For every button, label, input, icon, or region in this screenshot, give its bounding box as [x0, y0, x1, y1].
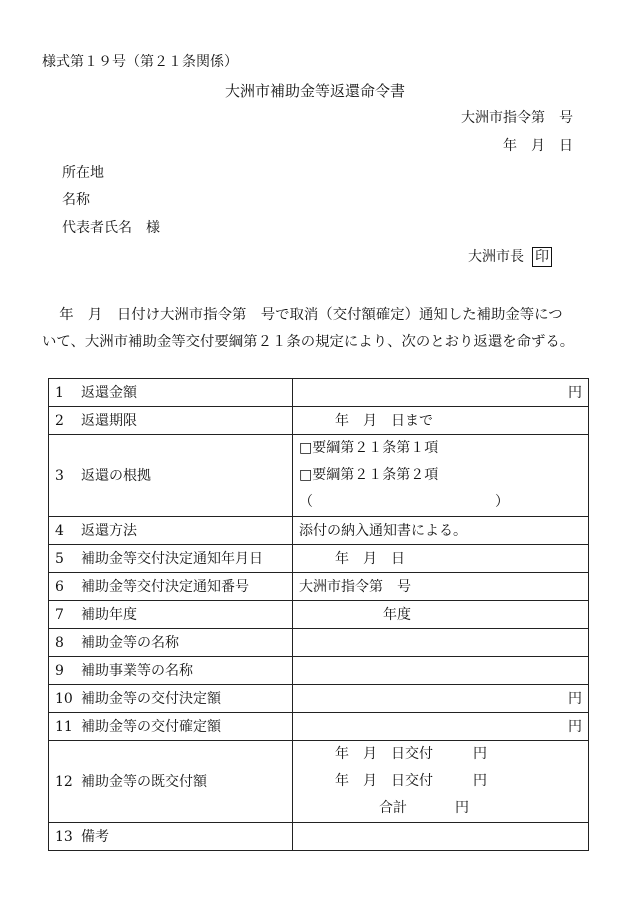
row-value: 年 月 日まで — [293, 407, 589, 435]
row-label: 3 返還の根拠 — [49, 435, 293, 517]
row-label: 12 補助金等の既交付額 — [49, 741, 293, 823]
row-value: 年 月 日 — [293, 545, 589, 573]
row-label: 7 補助年度 — [49, 601, 293, 629]
row-label: 2 返還期限 — [49, 407, 293, 435]
row-label: 5 補助金等交付決定通知年月日 — [49, 545, 293, 573]
row-value: 円 — [293, 379, 589, 407]
prior-payment-total: 合計 円 — [379, 800, 469, 816]
table-row — [49, 407, 589, 435]
row-label: 11 補助金等の交付確定額 — [49, 713, 293, 741]
table-row — [49, 741, 589, 823]
representative-label: 代表者氏名 様 — [62, 220, 160, 236]
table-row — [49, 435, 589, 517]
basis-other: （ ） — [299, 494, 509, 510]
table-row — [49, 379, 589, 407]
row-value — [293, 741, 589, 823]
table-row — [49, 823, 589, 851]
document-title: 大洲市補助金等返還命令書 — [224, 82, 405, 100]
table-row — [49, 517, 589, 545]
seal-mark: 印 — [532, 247, 552, 267]
row-label: 6 補助金等交付決定通知番号 — [49, 573, 293, 601]
row-value — [293, 435, 589, 517]
table-row — [49, 713, 589, 741]
row-value — [293, 823, 589, 851]
name-label: 名称 — [62, 192, 90, 208]
body-line-2: いて、大洲市補助金等交付要綱第２１条の規定により、次のとおり返還を命ずる。 — [42, 334, 575, 350]
row-label: 8 補助金等の名称 — [49, 629, 293, 657]
refund-details-table — [48, 378, 589, 851]
basis-option-2: □要綱第２１条第２項 — [299, 467, 439, 483]
table-row — [49, 685, 589, 713]
table-row — [49, 545, 589, 573]
row-label: 10 補助金等の交付決定額 — [49, 685, 293, 713]
row-value: 円 — [293, 685, 589, 713]
row-value: 大洲市指令第 号 — [293, 573, 589, 601]
row-value: 年度 — [293, 601, 589, 629]
reference-number: 大洲市指令第 号 — [461, 110, 573, 126]
row-label: 13 備考 — [49, 823, 293, 851]
issue-date: 年 月 日 — [503, 138, 573, 154]
form-number: 様式第１９号（第２１条関係） — [42, 54, 238, 70]
location-label: 所在地 — [62, 165, 104, 181]
row-value: 円 — [293, 713, 589, 741]
row-label: 1 返還金額 — [49, 379, 293, 407]
row-value — [293, 657, 589, 685]
basis-option-1: □要綱第２１条第１項 — [299, 440, 439, 456]
table-row — [49, 657, 589, 685]
mayor-title: 大洲市長 — [468, 249, 524, 265]
body-text — [42, 302, 590, 356]
table-row — [49, 573, 589, 601]
row-label: 4 返還方法 — [49, 517, 293, 545]
row-value — [293, 629, 589, 657]
body-line-1: 年 月 日付け大洲市指令第 号で取消（交付額確定）通知した補助金等につ — [59, 307, 563, 323]
table-row — [49, 629, 589, 657]
row-value: 添付の納入通知書による。 — [293, 517, 589, 545]
prior-payment-2: 年 月 日交付 円 — [335, 773, 487, 789]
row-label: 9 補助事業等の名称 — [49, 657, 293, 685]
prior-payment-1: 年 月 日交付 円 — [335, 746, 487, 762]
issuer-signature — [468, 247, 552, 267]
table-row — [49, 601, 589, 629]
